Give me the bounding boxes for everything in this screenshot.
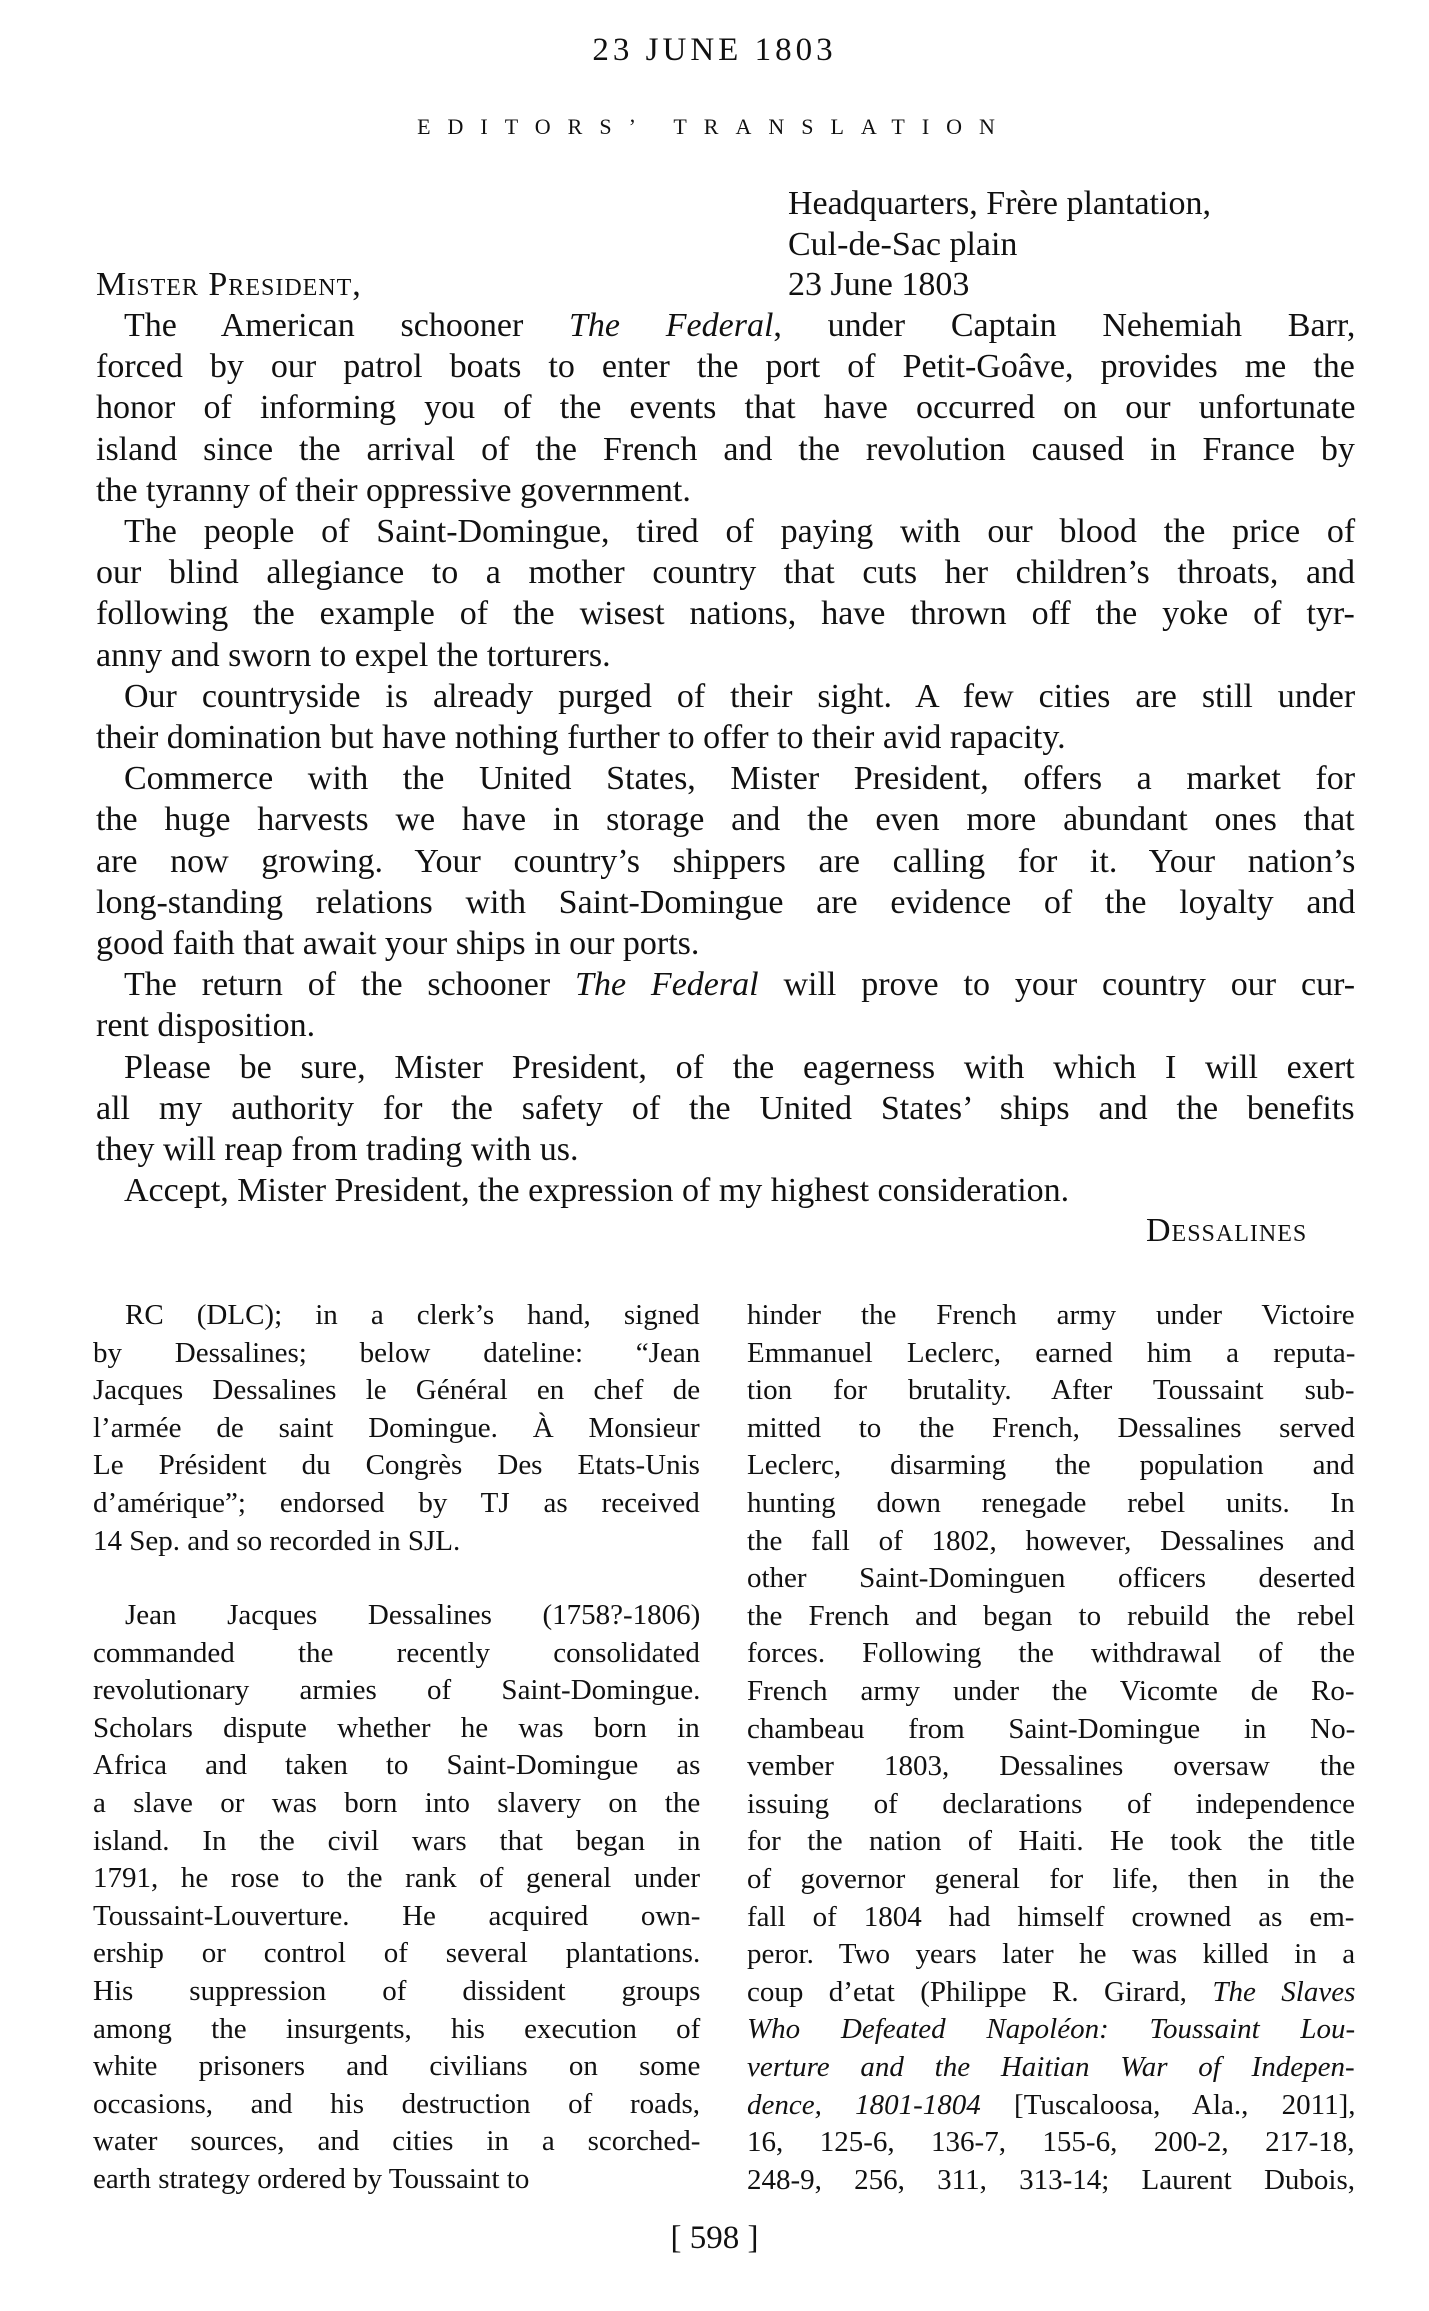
footnote-line [747,1485,1355,1523]
text-run: French army under the Vicomte de Ro- [747,1675,1355,1707]
footnote-line [93,1935,700,1973]
footnote-line [93,1635,700,1673]
footnote-line [747,1297,1355,1335]
footnote-line [93,1485,700,1523]
letter-line [96,882,1355,923]
text-run: are now growing. Your country’s shippers are calling for it. Your nation’s [96,842,1356,880]
text-run: rent disposition. [96,1007,316,1045]
text-run: the French and began to rebuild the rebel [747,1599,1355,1632]
text-run: 14 Sep. and so recorded in SJL. [93,1524,461,1557]
footnote-line [93,1823,700,1861]
text-run: long-standing relations with Saint-Domingue are evidence of the loyalty and [96,883,1356,921]
footnote-line [747,1711,1355,1749]
italic-title: The Federal [575,966,759,1004]
text-run: His suppression of dissident groups [93,1975,701,2008]
footnote-line [93,1710,700,1748]
text-run: of governor general for life, then in the [747,1863,1355,1895]
text-run: good faith that await your ships in our ports. [96,925,700,962]
text-run: anny and sworn to expel the torturers. [96,636,611,674]
letter-line [124,1170,1069,1211]
text-run: The American schooner [124,307,570,344]
footnote-line [93,1785,700,1823]
footnote-line [747,1410,1355,1448]
text-run: Scholars dispute whether he was born in [93,1711,700,1744]
letter-line [124,1047,1355,1088]
italic-title: Who Defeated Napoléon: Toussaint Lou- [747,2013,1356,2046]
letter-line [124,676,1355,717]
text-run: Our countryside is already purged of their sight. A few cities are still under [124,677,1356,715]
footnote-line [93,2086,700,2124]
text-run: hinder the French army under Victoire [747,1299,1355,1331]
text-run: RC (DLC); in a clerk’s hand, signed [125,1299,700,1331]
text-run: Cul-de-Sac plain [788,225,1018,263]
text-run: 1791, he rose to the rank of general under [93,1862,701,1895]
text-run: occasions, and his destruction of roads, [93,2087,701,2120]
letter-line [96,717,1066,758]
letter-line [96,923,699,964]
text-run: white prisoners and civilians on some [93,2050,701,2083]
text-run: [Tuscaloosa, Ala., 2011], [980,2088,1356,2121]
footnote-line [747,1823,1355,1861]
footnote-line [747,2011,1355,2049]
footnote-line [747,1861,1355,1899]
letter-line [96,429,1355,470]
text-run: for the nation of Haiti. He took the title [747,1825,1356,1858]
dateline-line [788,183,1211,224]
text-run: 23 June 1803 [788,266,970,303]
footnote-line [747,1974,1355,2012]
text-run: the tyranny of their oppressive government. [96,471,691,509]
footnote-line [93,1372,700,1410]
text-run: following the example of the wisest nations, have thrown off the yoke of tyr- [96,595,1355,633]
text-run: other Saint-Dominguen officers deserted [747,1562,1356,1595]
footnote-line [125,1297,700,1335]
text-run: Emmanuel Leclerc, earned him a reputa- [747,1336,1356,1369]
footnote-line [93,1672,700,1710]
text-run: issuing of declarations of independence [747,1787,1356,1820]
italic-title: verture and the Haitian War of Indepen- [747,2051,1355,2083]
text-run: Jean Jacques Dessalines (1758?-1806) [125,1599,701,1632]
footnote-line [93,1973,700,2011]
letter-line [96,635,611,676]
text-run: by Dessalines; below dateline: “Jean [93,1336,701,1369]
text-run: coup d’etat (Philippe R. Girard, [747,1975,1213,2008]
text-run: will prove to your country our cur- [758,966,1356,1004]
text-run: Toussaint-Louverture. He acquired own- [93,1899,701,1932]
footnote-line [747,1372,1355,1410]
text-run: island since the arrival of the French and the revolution caused in France by [96,430,1355,468]
text-run: the fall of 1802, however, Dessalines and [747,1524,1355,1557]
footnote-line [93,1335,700,1373]
text-run: Africa and taken to Saint-Domingue as [93,1749,701,1782]
text-run: fall of 1804 had himself crowned as em- [747,1900,1355,1933]
text-run: Leclerc, disarming the population and [747,1449,1355,1482]
footnote-line [93,1523,460,1561]
text-run: , under Captain Nehemiah Barr, [773,307,1356,344]
text-run: vember 1803, Dessalines oversaw the [747,1750,1356,1783]
text-run: all my authority for the safety of the United States’ ships and the benefits [96,1089,1355,1127]
text-run: earth strategy ordered by Toussaint to [93,2163,530,2196]
footnote-line [747,1335,1355,1373]
text-run: their domination but have nothing further to offer to their avid rapacity. [96,719,1066,756]
italic-title: The Slaves [1212,1975,1356,2008]
footnote-line [93,1410,700,1448]
letter-line [124,758,1355,799]
section-subhead: EDITORS’ TRANSLATION [417,114,1012,139]
letter-line [96,593,1355,634]
footnote-line [93,1898,700,1936]
letter-line [96,346,1355,387]
letter-line [96,1129,579,1170]
text-run: our blind allegiance to a mother country that cuts her children’s throats, and [96,554,1356,592]
footnote-line [93,2123,700,2161]
footnote-line [747,2049,1355,2087]
dateline-line [788,224,1017,265]
text-run: l’armée de saint Domingue. À Monsieur [93,1411,700,1444]
text-run: Headquarters, Frère plantation, [788,185,1211,222]
text-run: chambeau from Saint-Domingue in No- [747,1712,1356,1745]
footnote-line [747,1748,1355,1786]
footnote-line [747,1936,1355,1974]
text-run: d’amérique”; endorsed by TJ as received [93,1487,700,1519]
footnote-line [747,1786,1355,1824]
text-run: a slave or was born into slavery on the [93,1787,701,1820]
letter-line [96,799,1355,840]
text-run: Please be sure, Mister President, of the eagerness with which I will exert [124,1048,1355,1086]
letter-line [124,305,1355,346]
text-run: mitted to the French, Dessalines served [747,1411,1355,1444]
letter-line [124,964,1355,1005]
footnote-line [125,1597,700,1635]
footnote-line [93,2011,700,2049]
footnote-line [93,2161,529,2199]
text-run: among the insurgents, his execution of [93,2012,701,2045]
text-run: forces. Following the withdrawal of the [747,1637,1356,1670]
footnote-line [747,2162,1355,2200]
letter-line [96,552,1355,593]
letter-line [124,511,1355,552]
letter-line [96,1005,315,1046]
footnote-line [93,1860,700,1898]
footnote-line [747,1635,1355,1673]
text-run: The people of Saint-Domingue, tired of paying with our blood the price of [124,513,1356,550]
letter-line [96,1088,1355,1129]
footnote-line [747,1560,1355,1598]
text-run: they will reap from trading with us. [96,1131,579,1168]
italic-title: The Federal [569,307,774,344]
text-run: 248-9, 256, 311, 313-14; Laurent Dubois, [747,2163,1356,2196]
salutation: Mister President, [96,266,362,303]
footnote-line [747,1899,1354,1937]
text-run: water sources, and cities in a scorched- [93,2125,701,2158]
signature: Dessalines [1146,1212,1308,1250]
text-run: hunting down renegade rebel units. In [747,1487,1355,1519]
italic-title: dence, 1801-1804 [747,2088,981,2121]
running-head-date: 23 JUNE 1803 [592,32,837,68]
page-number: [ 598 ] [670,2220,759,2256]
text-run: ership or control of several plantations. [93,1937,701,1970]
text-run: tion for brutality. After Toussaint sub- [747,1374,1355,1407]
text-run: forced by our patrol boats to enter the port of Petit-Goâve, provides me the [96,348,1355,386]
text-run: revolutionary armies of Saint-Domingue. [93,1674,701,1707]
footnote-line [747,1598,1355,1636]
text-run: The return of the schooner [124,966,576,1004]
text-run: honor of informing you of the events that have occurred on our unfortunate [96,389,1356,427]
text-run: island. In the civil wars that began in [93,1824,701,1857]
text-run: peror. Two years later he was killed in a [747,1938,1356,1971]
footnote-line [747,2124,1355,2162]
footnote-line [747,1673,1355,1711]
letter-line [96,470,691,511]
text-run: the huge harvests we have in storage and the even more abundant ones that [96,801,1355,839]
footnote-line [747,1447,1355,1485]
letter-line [96,841,1355,882]
text-run: Commerce with the United States, Mister President, offers a market for [124,760,1356,798]
text-run: Jacques Dessalines le Général en chef de [93,1374,701,1407]
text-run: Le Président du Congrès Des Etats-Unis [93,1449,700,1482]
footnote-line [93,1447,700,1485]
footnote-line [93,2048,700,2086]
text-run: 16, 125-6, 136-7, 155-6, 200-2, 217-18, [747,2126,1355,2159]
text-run: commanded the recently consolidated [93,1636,700,1669]
dateline-line [788,264,969,305]
footnote-line [93,1747,700,1785]
text-run: Accept, Mister President, the expression of my highest consideration. [124,1172,1070,1210]
footnote-line [747,2087,1355,2125]
letter-line [96,387,1356,428]
footnote-line [747,1523,1355,1561]
